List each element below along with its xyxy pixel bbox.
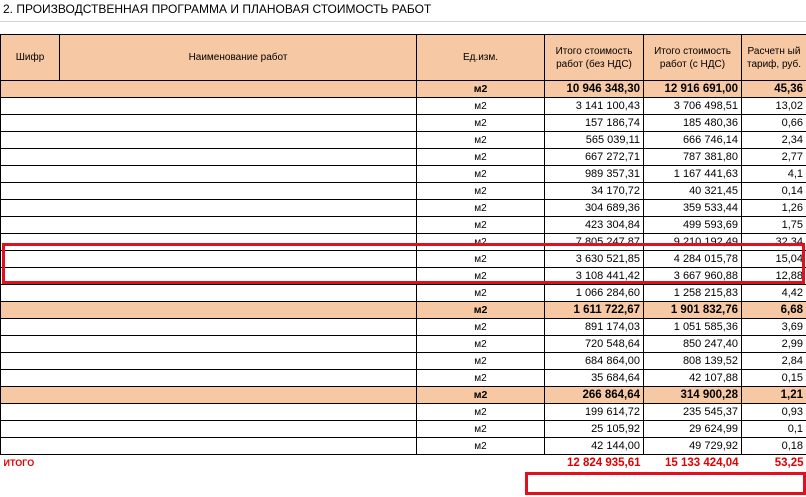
table-row — [1, 115, 806, 132]
total-net[interactable]: 12 824 935,61 — [545, 455, 644, 472]
unit-cell[interactable]: м2 — [417, 251, 545, 268]
cost-vat-cell[interactable]: 808 139,52 — [644, 353, 742, 370]
code-cell[interactable] — [1, 285, 417, 302]
tariff-cell[interactable]: 0,15 — [742, 370, 806, 387]
cost-net-cell[interactable]: 423 304,84 — [545, 217, 644, 234]
cost-net-cell[interactable]: 266 864,64 — [545, 387, 644, 404]
table-row — [1, 166, 806, 183]
cost-vat-cell[interactable]: 3 706 498,51 — [644, 98, 742, 115]
code-cell[interactable] — [1, 353, 417, 370]
cost-net-cell[interactable]: 3 141 100,43 — [545, 98, 644, 115]
table-row — [1, 200, 806, 217]
unit-cell[interactable]: м2 — [417, 438, 545, 455]
code-cell[interactable] — [1, 217, 417, 234]
cost-vat-cell[interactable]: 49 729,92 — [644, 438, 742, 455]
code-cell[interactable] — [1, 438, 417, 455]
section-row — [1, 387, 806, 404]
cost-net-cell[interactable]: 25 105,92 — [545, 421, 644, 438]
unit-cell[interactable]: м2 — [417, 387, 545, 404]
unit-cell[interactable]: м2 — [417, 98, 545, 115]
table-row — [1, 353, 806, 370]
cost-net-cell[interactable]: 565 039,11 — [545, 132, 644, 149]
cost-net-cell[interactable]: 7 805 247,87 — [545, 234, 644, 251]
table-row — [1, 149, 806, 166]
blank-row — [0, 22, 806, 34]
unit-cell[interactable]: м2 — [417, 404, 545, 421]
code-cell[interactable] — [1, 200, 417, 217]
unit-cell[interactable]: м2 — [417, 183, 545, 200]
header-code[interactable]: Шифр — [1, 35, 60, 81]
table-row — [1, 217, 806, 234]
code-cell[interactable] — [1, 115, 417, 132]
cost-vat-cell[interactable]: 1 051 585,36 — [644, 319, 742, 336]
cost-vat-cell[interactable]: 9 210 192,49 — [644, 234, 742, 251]
code-cell[interactable] — [1, 149, 417, 166]
code-cell[interactable] — [1, 234, 417, 251]
cost-vat-cell[interactable]: 850 247,40 — [644, 336, 742, 353]
table-row — [1, 251, 806, 268]
unit-cell[interactable]: м2 — [417, 217, 545, 234]
cost-vat-cell[interactable]: 666 746,14 — [644, 132, 742, 149]
cost-vat-cell[interactable]: 29 624,99 — [644, 421, 742, 438]
cost-net-cell[interactable]: 720 548,64 — [545, 336, 644, 353]
table-row — [1, 336, 806, 353]
unit-cell[interactable]: м2 — [417, 319, 545, 336]
unit-cell[interactable]: м2 — [417, 200, 545, 217]
header-name[interactable]: Наименование работ — [60, 35, 417, 81]
cost-vat-cell[interactable]: 1 901 832,76 — [644, 302, 742, 319]
code-cell[interactable] — [1, 183, 417, 200]
cost-net-cell[interactable]: 199 614,72 — [545, 404, 644, 421]
code-cell[interactable] — [1, 370, 417, 387]
unit-cell[interactable]: м2 — [417, 132, 545, 149]
cost-vat-cell[interactable]: 3 667 960,88 — [644, 268, 742, 285]
unit-cell[interactable]: м2 — [417, 268, 545, 285]
unit-cell[interactable]: м2 — [417, 285, 545, 302]
cost-vat-cell[interactable]: 185 480,36 — [644, 115, 742, 132]
tariff-cell[interactable]: 0,14 — [742, 183, 806, 200]
tariff-cell[interactable]: 2,84 — [742, 353, 806, 370]
code-cell[interactable] — [1, 251, 417, 268]
tariff-cell[interactable]: 32,34 — [742, 234, 806, 251]
unit-cell[interactable]: м2 — [417, 302, 545, 319]
code-cell[interactable] — [1, 336, 417, 353]
highlight-box-total — [525, 472, 806, 495]
tariff-cell[interactable]: 15,04 — [742, 251, 806, 268]
unit-cell[interactable]: м2 — [417, 149, 545, 166]
cost-net-cell[interactable]: 3 108 441,42 — [545, 268, 644, 285]
unit-cell[interactable]: м2 — [417, 234, 545, 251]
cost-net-cell[interactable]: 42 144,00 — [545, 438, 644, 455]
tariff-cell[interactable]: 0,1 — [742, 421, 806, 438]
tariff-cell[interactable]: 2,77 — [742, 149, 806, 166]
code-cell[interactable] — [1, 98, 417, 115]
cost-vat-cell[interactable]: 1 167 441,63 — [644, 166, 742, 183]
code-cell[interactable] — [1, 404, 417, 421]
table-row — [1, 370, 806, 387]
cost-vat-cell[interactable]: 4 284 015,78 — [644, 251, 742, 268]
cost-vat-cell[interactable]: 1 258 215,83 — [644, 285, 742, 302]
table-row — [1, 319, 806, 336]
table-row — [1, 234, 806, 251]
header-cost-net[interactable]: Итого стоимость работ (без НДС) — [545, 35, 644, 81]
table-row — [1, 421, 806, 438]
tariff-cell[interactable]: 3,69 — [742, 319, 806, 336]
cost-net-cell[interactable]: 1 066 284,60 — [545, 285, 644, 302]
unit-cell[interactable]: м2 — [417, 336, 545, 353]
production-program-table — [0, 34, 806, 472]
code-cell[interactable] — [1, 319, 417, 336]
code-cell[interactable] — [1, 132, 417, 149]
tariff-cell[interactable]: 45,36 — [742, 81, 806, 98]
cost-net-cell[interactable]: 157 186,74 — [545, 115, 644, 132]
tariff-cell[interactable]: 4,42 — [742, 285, 806, 302]
cost-net-cell[interactable]: 1 611 722,67 — [545, 302, 644, 319]
table-row — [1, 438, 806, 455]
unit-cell[interactable]: м2 — [417, 353, 545, 370]
tariff-cell[interactable]: 1,75 — [742, 217, 806, 234]
cost-vat-cell[interactable]: 42 107,88 — [644, 370, 742, 387]
tariff-cell[interactable]: 1,26 — [742, 200, 806, 217]
cost-vat-cell[interactable]: 40 321,45 — [644, 183, 742, 200]
tariff-cell[interactable]: 0,18 — [742, 438, 806, 455]
code-cell[interactable] — [1, 302, 417, 319]
cost-net-cell[interactable]: 667 272,71 — [545, 149, 644, 166]
code-cell[interactable] — [1, 421, 417, 438]
code-cell[interactable] — [1, 81, 417, 98]
cost-net-cell[interactable]: 304 689,36 — [545, 200, 644, 217]
cost-net-cell[interactable]: 3 630 521,85 — [545, 251, 644, 268]
tariff-cell[interactable]: 2,34 — [742, 132, 806, 149]
table-row — [1, 98, 806, 115]
tariff-cell[interactable]: 13,02 — [742, 98, 806, 115]
cost-vat-cell[interactable]: 787 381,80 — [644, 149, 742, 166]
code-cell[interactable] — [1, 166, 417, 183]
total-tariff[interactable]: 53,25 — [742, 455, 806, 472]
unit-cell[interactable]: м2 — [417, 115, 545, 132]
code-cell[interactable] — [1, 387, 417, 404]
table-row — [1, 183, 806, 200]
unit-cell[interactable]: м2 — [417, 81, 545, 98]
header-unit[interactable]: Ед.изм. — [417, 35, 545, 81]
tariff-cell[interactable]: 0,93 — [742, 404, 806, 421]
cost-net-cell[interactable]: 35 684,64 — [545, 370, 644, 387]
section-row — [1, 302, 806, 319]
cost-vat-cell[interactable]: 314 900,28 — [644, 387, 742, 404]
cost-vat-cell[interactable]: 499 593,69 — [644, 217, 742, 234]
unit-cell[interactable]: м2 — [417, 166, 545, 183]
tariff-cell[interactable]: 6,68 — [742, 302, 806, 319]
tariff-cell[interactable]: 0,66 — [742, 115, 806, 132]
tariff-cell[interactable]: 12,88 — [742, 268, 806, 285]
tariff-cell[interactable]: 4,1 — [742, 166, 806, 183]
total-label[interactable]: ИТОГО — [1, 455, 417, 472]
tariff-cell[interactable]: 2,99 — [742, 336, 806, 353]
cost-vat-cell[interactable]: 12 916 691,00 — [644, 81, 742, 98]
total-row — [1, 455, 806, 472]
header-tariff[interactable]: Расчетн ый тариф, руб. — [742, 35, 806, 81]
cost-net-cell[interactable]: 891 174,03 — [545, 319, 644, 336]
cost-net-cell[interactable]: 10 946 348,30 — [545, 81, 644, 98]
table-row — [1, 268, 806, 285]
cost-net-cell[interactable]: 684 864,00 — [545, 353, 644, 370]
code-cell[interactable] — [1, 268, 417, 285]
total-vat[interactable]: 15 133 424,04 — [644, 455, 742, 472]
table-body — [1, 81, 806, 455]
section-row — [1, 81, 806, 98]
header-cost-vat[interactable]: Итого стоимость работ (с НДС) — [644, 35, 742, 81]
sheet-title: 2. ПРОИЗВОДСТВЕННАЯ ПРОГРАММА И ПЛАНОВАЯ СТОИМОСТЬ РАБОТ — [0, 0, 806, 22]
cost-vat-cell[interactable]: 235 545,37 — [644, 404, 742, 421]
tariff-cell[interactable]: 1,21 — [742, 387, 806, 404]
unit-cell[interactable]: м2 — [417, 421, 545, 438]
unit-cell[interactable]: м2 — [417, 370, 545, 387]
table-row — [1, 404, 806, 421]
cost-net-cell[interactable]: 34 170,72 — [545, 183, 644, 200]
cost-net-cell[interactable]: 989 357,31 — [545, 166, 644, 183]
table-row — [1, 132, 806, 149]
cost-vat-cell[interactable]: 359 533,44 — [644, 200, 742, 217]
table-row — [1, 285, 806, 302]
total-unit-cell[interactable] — [417, 455, 545, 472]
